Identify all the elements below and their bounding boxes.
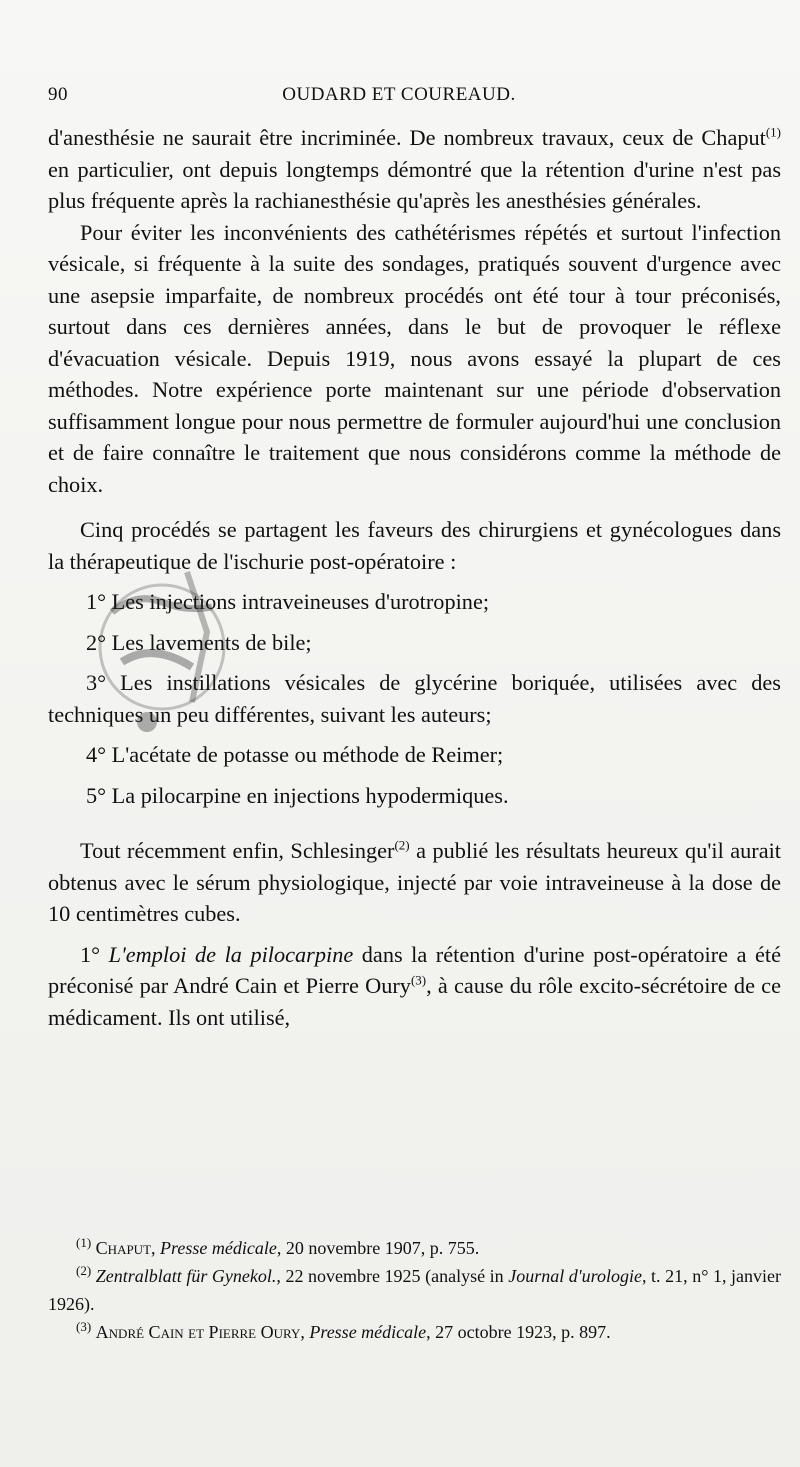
footnote-journal-2: Journal d'urologie — [508, 1266, 642, 1286]
paragraph-1 — [48, 122, 781, 217]
p4-text-a: Tout récemment enfin, Schlesinger — [80, 838, 395, 863]
paragraph-4 — [48, 835, 781, 930]
footnote-author: Chaput — [95, 1238, 152, 1258]
footnote-details: , 20 novembre 1907, p. 755. — [276, 1238, 480, 1258]
list-item-5: 5° La pilocarpine en injections hypodermiques. — [86, 782, 509, 808]
list-item-2: 2° Les lavements de bile; — [86, 629, 312, 655]
p4-text-b: a publié les résultats heureux qu'il aurait obtenus avec le sérum physiologique, injecté par voie intraveineuse à la dose de 10 centimètres cubes. — [48, 838, 781, 926]
footnote-details-2: , t. 21, n° 1, janvier 1926). — [48, 1266, 781, 1314]
footnote-author: André Cain et Pierre Oury — [95, 1322, 301, 1342]
paragraph-2: Pour éviter les inconvénients des cathétérismes répétés et surtout l'infection vésicale, si fréquente à la suite des sondages, pratiqués souvent d'urgence avec une asepsie imparfaite, de nombreux procédés ont été tour à tour préconisés, surtout dans ces dernières années, dans le but de provoquer le réflexe d'évacuation vésicale. Depuis 1919, nous avons essayé la plupart de ces méthodes. Notre expérience porte maintenant sur une période d'observation suffisamment longue pour nous permettre de formuler aujourd'hui une conclusion et de faire connaître le traitement que nous considérons comme la méthode de choix. — [48, 219, 781, 497]
page-number: 90 — [48, 84, 68, 105]
list-item-3: 3° Les instillations vésicales de glycérine boriquée, utilisées avec des techniques un peu différentes, suivant les auteurs; — [48, 670, 781, 727]
p1-text-a: d'anesthésie ne saurait être incriminée. De nombreux travaux, ceux de Chaput — [48, 125, 766, 150]
list-item-1: 1° Les injections intraveineuses d'urotropine; — [86, 589, 490, 614]
body-text — [48, 122, 781, 1033]
footnotes — [48, 1234, 781, 1346]
p5-text-b: , à cause du rôle excito-sécrétoire de ce médicament. Ils ont utilisé, — [48, 973, 781, 1030]
footnote-mark: (2) — [76, 1263, 92, 1278]
footnote-mark: (1) — [76, 1235, 92, 1250]
footnote-1: $^{(1)}$ Chaput, Presse médicale, 20 novembre 1907, p. 755. — [76, 1235, 480, 1258]
footnote-details: , 22 novembre 1925 (analysé in — [276, 1266, 509, 1286]
paragraph-3: Cinq procédés se partagent les faveurs des chirurgiens et gynécologues dans la thérapeutique de l'ischurie post-opératoire : — [48, 517, 781, 574]
list-item-4: 4° L'acétate de potasse ou méthode de Reimer; — [86, 742, 504, 767]
footnote-journal: Presse médicale — [160, 1238, 277, 1258]
page-header — [48, 84, 750, 114]
footnote-2 — [48, 1262, 781, 1318]
p5-number: 1° — [80, 941, 109, 967]
p5-text-a: dans la rétention d'urine post-opératoire a été préconisé par André Cain et Pierre Oury — [48, 941, 782, 998]
footnote-ref-3: (3) — [410, 972, 427, 988]
paragraph-5 — [48, 939, 781, 1034]
running-title: OUDARD ET COUREAUD. — [282, 84, 516, 105]
footnote-mark: (3) — [76, 1319, 92, 1334]
footnote-ref-2: (2) — [394, 837, 410, 853]
p1-text-b: en particulier, ont depuis longtemps démontré que la rétention d'urine n'est pas plus fréquente après la rachianesthésie qu'après les anesthésies générales. — [48, 156, 781, 213]
footnote-3: $^{(3)}$ André Cain et Pierre Oury, Presse médicale, 27 octobre 1923, p. 897. — [76, 1319, 611, 1342]
p5-emphasis: L'emploi de la pilocarpine — [108, 941, 354, 967]
footnote-ref-1: (1) — [765, 124, 781, 140]
footnote-details: , 27 octobre 1923, p. 897. — [426, 1322, 611, 1342]
footnote-journal: Zentralblatt für Gynekol. — [95, 1266, 277, 1286]
footnote-journal: Presse médicale — [309, 1322, 427, 1342]
